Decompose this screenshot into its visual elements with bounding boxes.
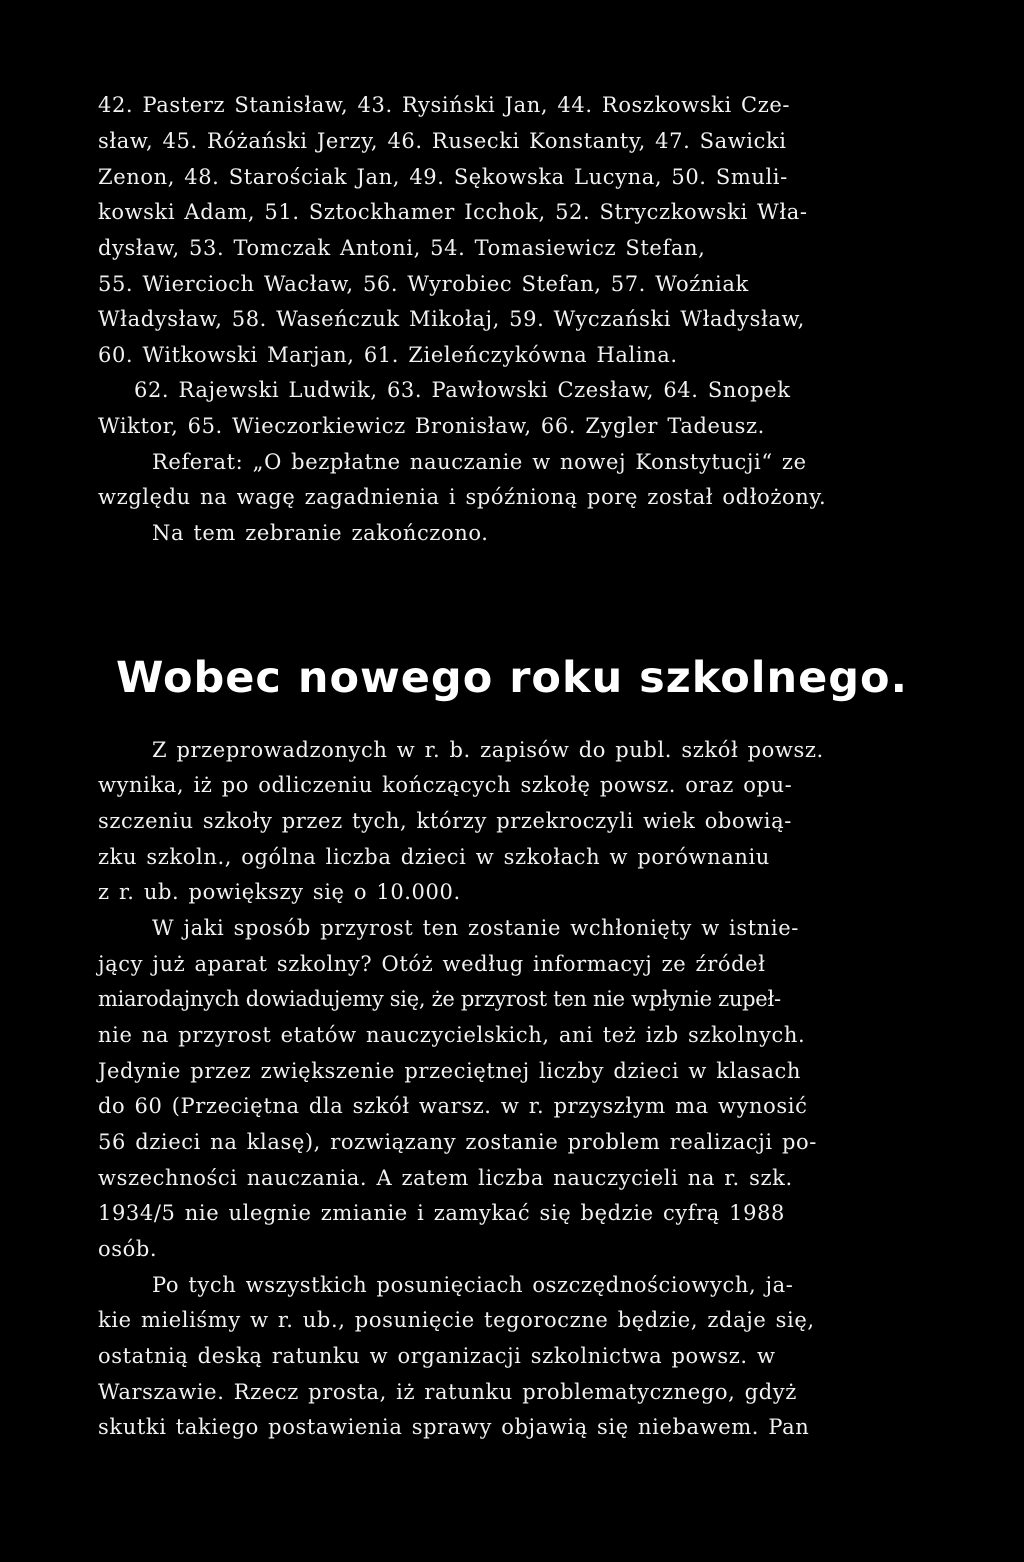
text-line: miarodajnych dowiadujemy się, że przyrost ten nie wpłynie zupeł- [98,987,781,1011]
text-line: osób. [98,1237,158,1261]
text-line: względu na wagę zagadnienia i spóźnioną porę został odłożony. [98,485,827,509]
text-line: z r. ub. powiększy się o 10.000. [98,880,461,904]
text-line: ostatnią deską ratunku w organizacji szkolnictwa powsz. w [98,1344,776,1368]
text-line: 62. Rajewski Ludwik, 63. Pawłowski Czesław, 64. Snopek [134,378,791,402]
text-line: 56 dzieci na klasę), rozwiązany zostanie problem realizacji po- [98,1130,817,1154]
text-line: 1934/5 nie ulegnie zmianie i zamykać się będzie cyfrą 1988 [98,1201,786,1225]
text-line: 55. Wiercioch Wacław, 56. Wyrobiec Stefan, 57. Woźniak [98,272,749,296]
text-line: dysław, 53. Tomczak Antoni, 54. Tomasiewicz Stefan, [98,236,706,260]
text-line: nie na przyrost etatów nauczycielskich, ani też izb szkolnych. [98,1023,806,1047]
text-line: wynika, iż po odliczeniu kończących szkołę powsz. oraz opu- [98,773,793,797]
section-heading: Wobec nowego roku szkolnego. [116,653,908,703]
text-line: Referat: „O bezpłatne nauczanie w nowej Konstytucji“ ze [152,450,807,474]
text-line: zku szkoln., ogólna liczba dzieci w szkołach w porównaniu [98,845,770,869]
text-line: do 60 (Przeciętna dla szkół warsz. w r. przyszłym ma wynosić [98,1094,808,1118]
text-line: jący już aparat szkolny? Otóż według informacyj ze źródeł [98,952,766,976]
text-line: sław, 45. Różański Jerzy, 46. Rusecki Konstanty, 47. Sawicki [98,129,787,153]
text-line: Jedynie przez zwiększenie przeciętnej liczby dzieci w klasach [98,1059,802,1083]
text-line: szczeniu szkoły przez tych, którzy przekroczyli wiek obowią- [98,809,792,833]
text-line: wszechności nauczania. A zatem liczba nauczycieli na r. szk. [98,1166,793,1190]
text-line: Władysław, 58. Waseńczuk Mikołaj, 59. Wyczański Władysław, [98,307,805,331]
text-line: 60. Witkowski Marjan, 61. Zieleńczykówna Halina. [98,343,678,367]
text-line: 42. Pasterz Stanisław, 43. Rysiński Jan, 44. Roszkowski Cze- [98,93,791,117]
text-line: kowski Adam, 51. Sztockhamer Icchok, 52. Stryczkowski Wła- [98,200,808,224]
text-line: Warszawie. Rzecz prosta, iż ratunku problematycznego, gdyż [98,1380,797,1404]
text-line: Z przeprowadzonych w r. b. zapisów do publ. szkół powsz. [152,738,824,762]
text-line: W jaki sposób przyrost ten zostanie wchłonięty w istnie- [152,916,799,940]
text-line: skutki takiego postawienia sprawy objawią się niebawem. Pan [98,1415,810,1439]
text-line: Na tem zebranie zakończono. [152,521,489,545]
text-line: Po tych wszystkich posunięciach oszczędnościowych, ja- [152,1273,794,1297]
text-line: kie mieliśmy w r. ub., posunięcie tegoroczne będzie, zdaje się, [98,1308,815,1332]
text-line: Wiktor, 65. Wieczorkiewicz Bronisław, 66. Zygler Tadeusz. [98,414,765,438]
text-line: Zenon, 48. Starościak Jan, 49. Sękowska Lucyna, 50. Smuli- [98,165,788,189]
